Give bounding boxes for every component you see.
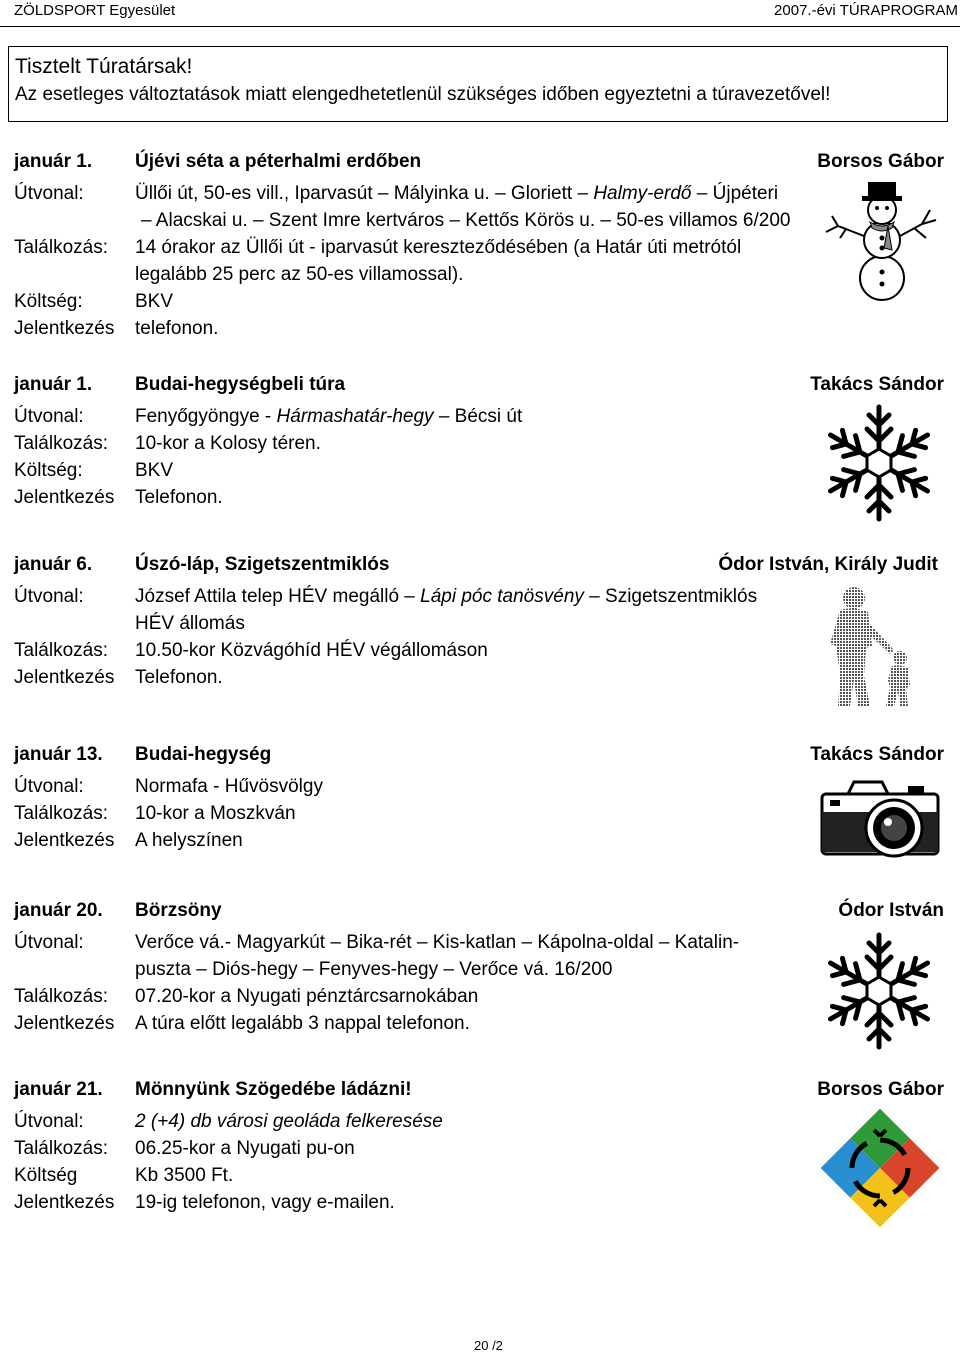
camera-icon bbox=[818, 778, 942, 860]
meeting-row bbox=[14, 430, 944, 457]
route-text: puszta – Diós-hegy – Fenyves-hegy – Verőce vá. 16/200 bbox=[135, 959, 613, 980]
event-title: Budai-hegység bbox=[135, 744, 272, 765]
meeting-text: 14 órakor az Üllői út - iparvasút kereszteződésében (a Határ úti metrótól bbox=[135, 237, 742, 258]
signup-label: Jelentkezés bbox=[14, 1013, 115, 1034]
route-label: Útvonal: bbox=[14, 586, 84, 607]
route-text: József Attila telep HÉV megálló – bbox=[135, 586, 421, 607]
snowflake-icon bbox=[818, 402, 940, 524]
event-block bbox=[14, 1076, 944, 1216]
route-row bbox=[14, 403, 944, 430]
meeting-label: Találkozás: bbox=[14, 803, 108, 824]
route-text: HÉV állomás bbox=[135, 613, 245, 634]
route-text: 2 (+4) db városi geoláda felkeresése bbox=[135, 1111, 443, 1132]
event-leader: Ódor István bbox=[838, 900, 944, 921]
event-title: Úszó-láp, Szigetszentmiklós bbox=[135, 554, 390, 575]
event-leader: Borsos Gábor bbox=[817, 151, 944, 172]
meeting-label: Találkozás: bbox=[14, 1138, 108, 1159]
event-leader: Takács Sándor bbox=[810, 374, 944, 395]
cost-row bbox=[14, 288, 944, 315]
route-row-continued bbox=[14, 956, 944, 983]
route-row bbox=[14, 929, 944, 956]
page-header bbox=[0, 2, 960, 22]
event-block bbox=[14, 551, 944, 691]
meeting-row bbox=[14, 1135, 944, 1162]
notice-box bbox=[8, 46, 948, 122]
event-block bbox=[14, 371, 944, 511]
event-date: január 21. bbox=[14, 1079, 103, 1100]
cost-label: Költség bbox=[14, 1165, 78, 1186]
header-divider bbox=[0, 26, 960, 27]
route-text: – Újpéteri bbox=[691, 183, 779, 204]
meeting-row-continued bbox=[14, 261, 944, 288]
route-text-italic: Halmy-erdő bbox=[593, 183, 692, 204]
signup-row bbox=[14, 1010, 944, 1037]
route-label: Útvonal: bbox=[14, 932, 84, 953]
hikers-silhouette-icon bbox=[810, 584, 938, 708]
event-header bbox=[14, 1076, 944, 1104]
route-row bbox=[14, 773, 944, 800]
route-label: Útvonal: bbox=[14, 406, 84, 427]
signup-text: A helyszínen bbox=[135, 830, 243, 851]
route-row-continued bbox=[14, 207, 944, 234]
signup-row bbox=[14, 315, 944, 342]
notice-text: Az esetleges változtatások miatt elengedhetetlenül szükséges időben egyeztetni a túravezetővel! bbox=[15, 84, 831, 105]
cost-text: BKV bbox=[135, 291, 174, 312]
event-date: január 13. bbox=[14, 744, 103, 765]
meeting-text: 10-kor a Kolosy téren. bbox=[135, 433, 321, 454]
meeting-text: 07.20-kor a Nyugati pénztárcsarnokában bbox=[135, 986, 479, 1007]
geocaching-logo-icon bbox=[818, 1106, 942, 1230]
header-program-title: 2007.-évi TÚRAPROGRAM bbox=[774, 2, 958, 19]
event-title: Budai-hegységbeli túra bbox=[135, 374, 346, 395]
event-date: január 6. bbox=[14, 554, 93, 575]
signup-text: Telefonon. bbox=[135, 487, 223, 508]
signup-text: telefonon. bbox=[135, 318, 219, 339]
signup-row bbox=[14, 827, 944, 854]
cost-text: BKV bbox=[135, 460, 174, 481]
meeting-label: Találkozás: bbox=[14, 986, 108, 1007]
snowman-icon bbox=[818, 180, 942, 302]
route-row bbox=[14, 1108, 944, 1135]
meeting-label: Találkozás: bbox=[14, 640, 108, 661]
event-block bbox=[14, 148, 944, 342]
event-date: január 20. bbox=[14, 900, 103, 921]
event-date: január 1. bbox=[14, 151, 93, 172]
event-block bbox=[14, 897, 944, 1037]
header-organization: ZÖLDSPORT Egyesület bbox=[14, 2, 176, 19]
cost-label: Költség: bbox=[14, 291, 83, 312]
meeting-text: 10-kor a Moszkván bbox=[135, 803, 296, 824]
notice-title: Tisztelt Túratársak! bbox=[15, 55, 193, 78]
signup-row bbox=[14, 664, 944, 691]
meeting-label: Találkozás: bbox=[14, 237, 108, 258]
signup-label: Jelentkezés bbox=[14, 667, 115, 688]
meeting-label: Találkozás: bbox=[14, 433, 108, 454]
meeting-text: 10.50-kor Közvágóhíd HÉV végállomáson bbox=[135, 640, 488, 661]
route-label: Útvonal: bbox=[14, 183, 84, 204]
signup-label: Jelentkezés bbox=[14, 487, 115, 508]
event-header bbox=[14, 148, 944, 176]
route-label: Útvonal: bbox=[14, 1111, 84, 1132]
event-leader: Borsos Gábor bbox=[817, 1079, 944, 1100]
cost-row bbox=[14, 1162, 944, 1189]
route-text: Üllői út, 50-es vill., Iparvasút – Mályinka u. – Gloriett – bbox=[135, 183, 594, 204]
snowflake-icon bbox=[818, 930, 940, 1052]
cost-row bbox=[14, 457, 944, 484]
route-text: Normafa - Hűvösvölgy bbox=[135, 776, 323, 797]
cost-label: Költség: bbox=[14, 460, 83, 481]
event-title: Újévi séta a péterhalmi erdőben bbox=[135, 151, 422, 172]
cost-text: Kb 3500 Ft. bbox=[135, 1165, 234, 1186]
route-text: – Szigetszentmiklós bbox=[583, 586, 758, 607]
signup-label: Jelentkezés bbox=[14, 830, 115, 851]
meeting-row bbox=[14, 983, 944, 1010]
event-header bbox=[14, 551, 944, 579]
event-block bbox=[14, 741, 944, 854]
meeting-text: legalább 25 perc az 50-es villamossal). bbox=[135, 264, 464, 285]
route-text: Verőce vá.- Magyarkút – Bika-rét – Kis-katlan – Kápolna-oldal – Katalin- bbox=[135, 932, 740, 953]
meeting-row bbox=[14, 234, 944, 261]
route-row bbox=[14, 583, 944, 610]
route-label: Útvonal: bbox=[14, 776, 84, 797]
route-row-continued bbox=[14, 610, 944, 637]
route-text: – Alacskai u. – Szent Imre kertváros – Kettős Körös u. – 50-es villamos 6/200 bbox=[141, 210, 791, 231]
event-header bbox=[14, 897, 944, 925]
event-date: január 1. bbox=[14, 374, 93, 395]
signup-text: Telefonon. bbox=[135, 667, 223, 688]
signup-label: Jelentkezés bbox=[14, 318, 115, 339]
signup-label: Jelentkezés bbox=[14, 1192, 115, 1213]
route-text: Fenyőgyöngye - bbox=[135, 406, 277, 427]
signup-text: A túra előtt legalább 3 nappal telefonon. bbox=[135, 1013, 470, 1034]
route-text-italic: Hármashatár-hegy bbox=[276, 406, 434, 427]
meeting-text: 06.25-kor a Nyugati pu-on bbox=[135, 1138, 355, 1159]
page-number: 20 /2 bbox=[474, 1338, 503, 1353]
event-header bbox=[14, 371, 944, 399]
event-header bbox=[14, 741, 944, 769]
route-text-italic: Lápi póc tanösvény bbox=[420, 586, 584, 607]
route-row bbox=[14, 180, 944, 207]
signup-text: 19-ig telefonon, vagy e-mailen. bbox=[135, 1192, 395, 1213]
signup-row bbox=[14, 1189, 944, 1216]
meeting-row bbox=[14, 800, 944, 827]
meeting-row bbox=[14, 637, 944, 664]
event-title: Mönnyünk Szögedébe ládázni! bbox=[135, 1079, 412, 1100]
event-leader: Ódor István, Király Judit bbox=[718, 554, 938, 575]
event-title: Börzsöny bbox=[135, 900, 222, 921]
signup-row bbox=[14, 484, 944, 511]
event-leader: Takács Sándor bbox=[810, 744, 944, 765]
route-text: – Bécsi út bbox=[433, 406, 523, 427]
